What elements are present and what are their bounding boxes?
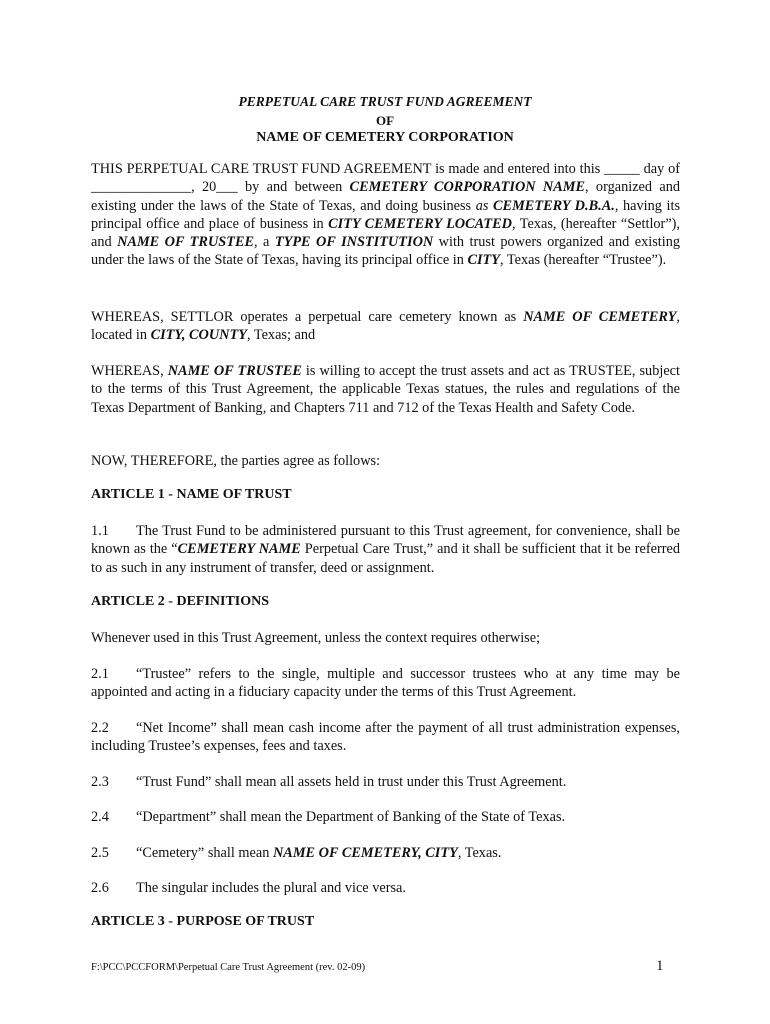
definition-2-1: 2.1 “Trustee” refers to the single, multiple and successor trustees who at any time may be appointed and acting in a fiduciary capacity under the terms of this Trust Agreement. [91, 666, 680, 701]
page-number: 1 [656, 958, 664, 974]
now-therefore-paragraph: NOW, THEREFORE, the parties agree as follows: [91, 453, 381, 469]
article-2-intro: Whenever used in this Trust Agreement, unless the context requires otherwise; [91, 630, 541, 646]
footer-file-path: F:\PCC\PCCFORM\Perpetual Care Trust Agreement (rev. 02-09) [91, 962, 366, 973]
article-1-heading: ARTICLE 1 - NAME OF TRUST [91, 487, 292, 502]
whereas-paragraph-1: WHEREAS, SETTLOR operates a perpetual care cemetery known as NAME OF CEMETERY, located in CITY, COUNTY, Texas; and [91, 309, 680, 344]
definition-2-5: 2.5 “Cemetery” shall mean NAME OF CEMETERY, CITY, Texas. [91, 845, 502, 861]
definition-2-4: 2.4 “Department” shall mean the Department of Banking of the State of Texas. [91, 809, 566, 825]
title-corporation: NAME OF CEMETERY CORPORATION [256, 130, 514, 145]
definition-2-6: 2.6 The singular includes the plural and vice versa. [91, 880, 406, 896]
definition-2-2: 2.2 “Net Income” shall mean cash income after the payment of all trust administration expenses, including Trustee’s expenses, fees and taxes. [91, 720, 680, 755]
definition-2-3: 2.3 “Trust Fund” shall mean all assets held in trust under this Trust Agreement. [91, 774, 567, 790]
article-1-section-1: 1.1 The Trust Fund to be administered pursuant to this Trust agreement, for convenience, shall be known as the “CEMETERY NAME Perpetual Care Trust,” and it shall be sufficient that it be referred to as such in any instrument of transfer, deed or assignment. [91, 523, 680, 576]
document-title: PERPETUAL CARE TRUST FUND AGREEMENT [238, 94, 532, 109]
intro-paragraph: THIS PERPETUAL CARE TRUST FUND AGREEMENT is made and entered into this _____ day of ______________, 20___ by and between CEMETERY CORPORATION NAME, organized and existing under the laws of the State of Texas, and doing business as CEMETERY D.B.A., having its principal office and place of business in CITY CEMETERY LOCATED, Texas, (hereafter “Settlor”), and NAME OF TRUSTEE, a TYPE OF INSTITUTION with trust powers organized and existing under the laws of the State of Texas, having its principal office in CITY, Texas (hereafter “Trustee”). [91, 161, 681, 269]
title-of: OF [375, 113, 395, 128]
article-2-heading: ARTICLE 2 - DEFINITIONS [91, 594, 270, 609]
article-3-heading: ARTICLE 3 - PURPOSE OF TRUST [91, 914, 315, 929]
whereas-paragraph-2: WHEREAS, NAME OF TRUSTEE is willing to accept the trust assets and act as TRUSTEE, subject to the terms of this Trust Agreement, the applicable Texas statues, the rules and regulations of the Texas Department of Banking, and Chapters 711 and 712 of the Texas Health and Safety Code. [91, 363, 680, 416]
